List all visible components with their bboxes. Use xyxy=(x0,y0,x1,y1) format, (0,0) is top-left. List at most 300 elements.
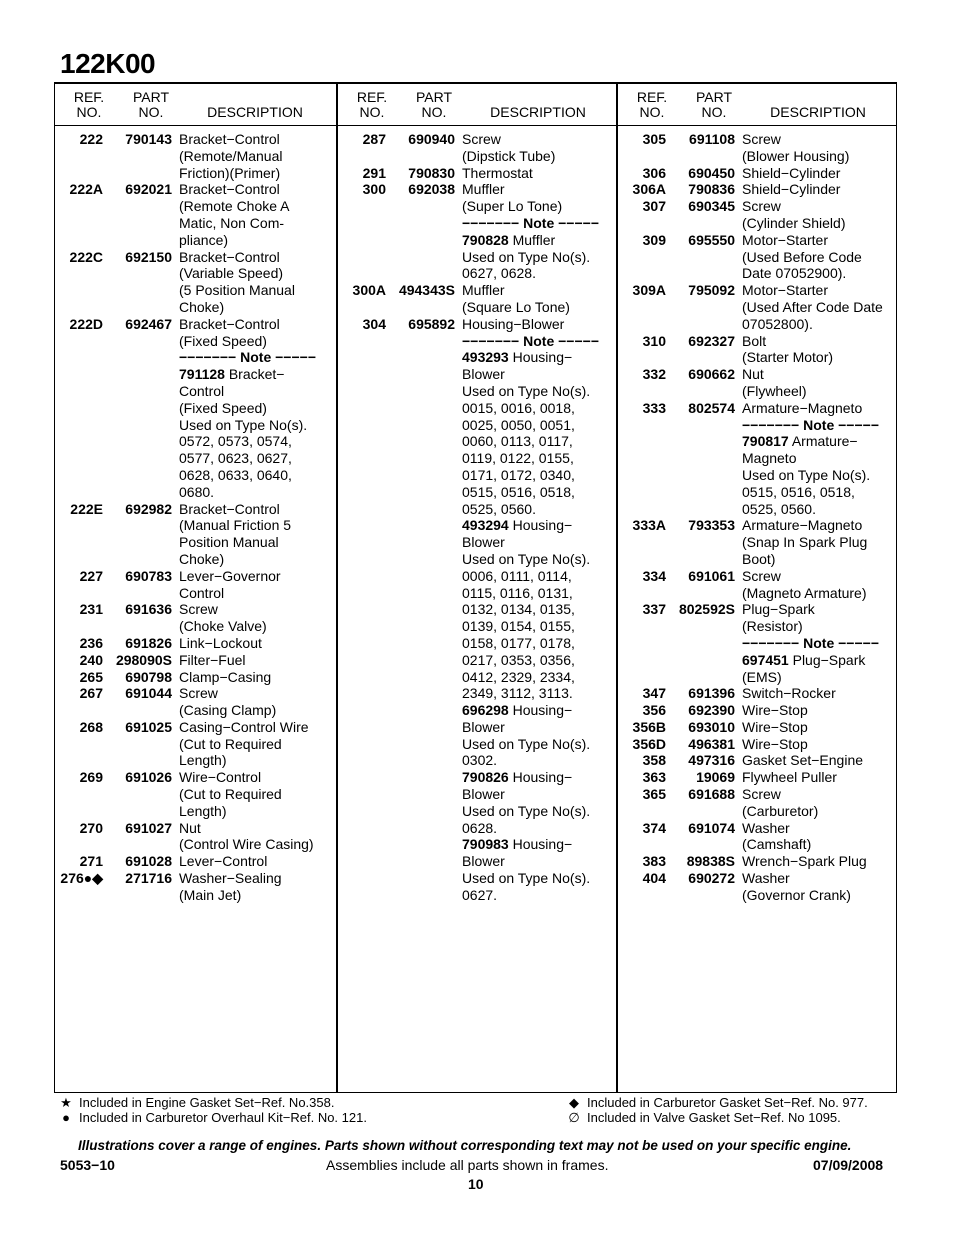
description-line: Length) xyxy=(179,752,227,769)
description-line: Motor−Starter xyxy=(742,231,828,248)
description-line: 0025, 0050, 0051, xyxy=(462,416,575,433)
description-line: 493293 Housing− xyxy=(462,349,573,366)
ref-number: 383 xyxy=(642,853,666,870)
description-line: 0572, 0573, 0574, xyxy=(179,433,292,450)
part-description xyxy=(735,820,896,854)
part-description xyxy=(172,685,336,719)
description-line: Matic, Non Com- xyxy=(179,214,285,231)
part-description xyxy=(735,870,896,904)
part-number: 690450 xyxy=(688,164,735,181)
part-number: 691027 xyxy=(125,819,172,836)
part-description xyxy=(735,769,896,786)
part-number: 692390 xyxy=(688,702,735,719)
description-line: Shield−Cylinder xyxy=(742,181,841,198)
description-line: 790817 Armature− xyxy=(742,433,858,450)
legend-item: ● Included in Carburetor Overhaul Kit−Ref. No. 121. xyxy=(58,1110,367,1125)
part-number: 19069 xyxy=(696,769,735,786)
description-line: 0525, 0560. xyxy=(742,500,816,517)
description-line: (Cut to Required xyxy=(179,786,282,803)
description-line: Thermostat xyxy=(462,164,533,181)
ref-number: 267 xyxy=(79,685,103,702)
part-number: 691061 xyxy=(688,567,735,584)
parts-column-3 xyxy=(616,84,896,1092)
part-row xyxy=(55,685,336,719)
part-row xyxy=(618,181,896,198)
description-line: Blower xyxy=(462,366,505,383)
description-line: 07052800). xyxy=(742,315,813,332)
description-line: (Super Lo Tone) xyxy=(462,198,563,215)
part-description xyxy=(172,669,336,686)
part-number: 691074 xyxy=(688,819,735,836)
part-description xyxy=(735,131,896,165)
description-line: Blower xyxy=(462,853,505,870)
page-title: 122K00 xyxy=(60,48,156,79)
part-row xyxy=(618,282,896,332)
part-number: 691025 xyxy=(125,718,172,735)
ref-number: 222D xyxy=(69,315,103,332)
description-line: Used on Type No(s). xyxy=(462,550,591,567)
ref-number: 300 xyxy=(362,181,386,198)
description-line: Housing−Blower xyxy=(462,315,565,332)
ref-number: 365 xyxy=(642,786,666,803)
part-description xyxy=(172,131,336,181)
part-number: 494343S xyxy=(398,282,455,299)
description-line: Clamp−Casing xyxy=(179,668,272,685)
part-number: 497316 xyxy=(688,752,735,769)
diamond-icon: ◆ xyxy=(569,1095,579,1110)
description-line: Lever−Control xyxy=(179,853,268,870)
part-description xyxy=(172,870,336,904)
part-row xyxy=(338,131,616,165)
legend-left xyxy=(58,1095,367,1125)
description-line: Link−Lockout xyxy=(179,634,262,651)
part-description xyxy=(735,568,896,602)
description-line: (Resistor) xyxy=(742,618,803,635)
part-number: 692150 xyxy=(125,248,172,265)
header-part: PART NO. xyxy=(695,89,733,120)
part-number: 690940 xyxy=(408,131,455,147)
part-number: 692021 xyxy=(125,181,172,198)
description-line: 791128 Bracket− xyxy=(179,366,285,383)
part-description xyxy=(455,181,616,282)
ref-number: 333A xyxy=(632,517,666,534)
description-line: −−−−−−− Note −−−−− xyxy=(742,634,879,651)
description-line: 0171, 0172, 0340, xyxy=(462,466,575,483)
ref-number: 309 xyxy=(642,231,666,248)
description-line: Wire−Stop xyxy=(742,718,808,735)
description-line: (Square Lo Tone) xyxy=(462,298,570,315)
part-number: 802592S xyxy=(678,601,735,618)
description-line: Motor−Starter xyxy=(742,282,828,299)
ref-number: 222 xyxy=(79,131,103,147)
part-description xyxy=(172,568,336,602)
part-row xyxy=(618,601,896,685)
part-row xyxy=(338,165,616,182)
description-line: Armature−Magneto xyxy=(742,517,863,534)
parts-column-2 xyxy=(336,84,616,1092)
description-line: Screw xyxy=(742,198,781,215)
part-number: 496381 xyxy=(688,735,735,752)
part-number: 692467 xyxy=(125,315,172,332)
description-line: (Dipstick Tube) xyxy=(462,147,556,164)
description-line: 0628, 0633, 0640, xyxy=(179,466,292,483)
part-description xyxy=(735,786,896,820)
description-line: 0680. xyxy=(179,483,215,500)
part-description xyxy=(172,316,336,501)
parts-list xyxy=(55,131,336,904)
description-line: Magneto xyxy=(742,450,797,467)
ref-number: 240 xyxy=(79,651,103,668)
header-part: PART NO. xyxy=(415,89,453,120)
description-line: Screw xyxy=(179,685,218,702)
description-line: Washer−Sealing xyxy=(179,870,282,887)
part-description xyxy=(735,601,896,685)
part-row xyxy=(55,820,336,854)
description-line: Gasket Set−Engine xyxy=(742,752,864,769)
ref-number: 356D xyxy=(632,735,666,752)
description-line: (Main Jet) xyxy=(179,886,242,903)
header-ref: REF. NO. xyxy=(356,89,388,120)
part-description xyxy=(735,702,896,719)
legend-item: ★ Included in Engine Gasket Set−Ref. No.358. xyxy=(58,1095,367,1110)
ref-number: 265 xyxy=(79,668,103,685)
description-line: 0060, 0113, 0117, xyxy=(462,433,573,450)
part-number: 691026 xyxy=(125,769,172,786)
description-line: Screw xyxy=(179,601,218,618)
description-line: −−−−−−− Note −−−−− xyxy=(462,214,599,231)
description-line: Filter−Fuel xyxy=(179,651,246,668)
bullet-icon: ● xyxy=(62,1110,70,1125)
ref-number: 222E xyxy=(70,500,103,517)
part-number: 690798 xyxy=(125,668,172,685)
part-description xyxy=(735,165,896,182)
part-description xyxy=(172,601,336,635)
part-number: 692327 xyxy=(688,332,735,349)
part-number: 691028 xyxy=(125,853,172,870)
description-line: Bracket−Control xyxy=(179,248,280,265)
description-line: Lever−Governor xyxy=(179,567,281,584)
part-description xyxy=(735,517,896,567)
header-part: PART NO. xyxy=(132,89,170,120)
part-number: 691636 xyxy=(125,601,172,618)
description-line: 696298 Housing− xyxy=(462,702,573,719)
legend-item: ∅ Included in Valve Gasket Set−Ref. No 1095. xyxy=(566,1110,868,1125)
ref-number: 356 xyxy=(642,702,666,719)
ref-number: 306 xyxy=(642,164,666,181)
part-row xyxy=(338,316,616,904)
description-line: 0515, 0516, 0518, xyxy=(462,483,575,500)
doc-date: 07/09/2008 xyxy=(813,1157,884,1173)
description-line: (Manual Friction 5 xyxy=(179,517,292,534)
description-line: 0628. xyxy=(462,819,498,836)
ref-number: 291 xyxy=(362,164,386,181)
header-description: DESCRIPTION xyxy=(490,104,586,120)
description-line: Used on Type No(s). xyxy=(179,416,308,433)
part-description xyxy=(455,131,616,165)
description-line: 790983 Housing− xyxy=(462,836,573,853)
header-ref: REF. NO. xyxy=(636,89,668,120)
part-row xyxy=(55,316,336,501)
part-description xyxy=(172,635,336,652)
ref-number: 332 xyxy=(642,366,666,383)
part-description xyxy=(455,282,616,316)
ref-number: 231 xyxy=(79,601,103,618)
description-line: (Magneto Armature) xyxy=(742,584,867,601)
part-row xyxy=(618,568,896,602)
ref-number: 304 xyxy=(362,315,386,332)
description-line: Used on Type No(s). xyxy=(462,870,591,887)
description-line: Blower xyxy=(462,534,505,551)
part-description xyxy=(172,853,336,870)
part-description xyxy=(735,333,896,367)
part-row xyxy=(618,702,896,719)
part-row xyxy=(618,198,896,232)
part-number: 790830 xyxy=(408,164,455,181)
part-row xyxy=(618,719,896,736)
part-number: 790836 xyxy=(688,181,735,198)
part-description xyxy=(455,316,616,904)
ref-number: 356B xyxy=(632,718,666,735)
ref-number: 227 xyxy=(79,567,103,584)
ref-number: 309A xyxy=(632,282,666,299)
description-line: (Remote/Manual xyxy=(179,147,283,164)
part-number: 271716 xyxy=(125,870,172,887)
part-row xyxy=(618,517,896,567)
description-line: 2349, 3112, 3113. xyxy=(462,685,573,702)
part-row xyxy=(55,601,336,635)
ref-number: 222A xyxy=(69,181,103,198)
part-row xyxy=(618,366,896,400)
column-header xyxy=(55,84,336,126)
description-line: Used on Type No(s). xyxy=(462,248,591,265)
description-line: Armature−Magneto xyxy=(742,399,863,416)
part-number: 695892 xyxy=(408,315,455,332)
parts-list xyxy=(618,131,896,904)
ref-number: 307 xyxy=(642,198,666,215)
part-number: 692982 xyxy=(125,500,172,517)
description-line: Plug−Spark xyxy=(742,601,815,618)
part-description xyxy=(735,853,896,870)
description-line: (Used After Code Date xyxy=(742,298,883,315)
part-description xyxy=(172,501,336,568)
legend-right xyxy=(566,1095,868,1125)
description-line: Screw xyxy=(462,131,501,147)
description-line: (Fixed Speed) xyxy=(179,332,267,349)
part-number: 690783 xyxy=(125,567,172,584)
ref-number: 363 xyxy=(642,769,666,786)
description-line: 0217, 0353, 0356, xyxy=(462,651,575,668)
header-description: DESCRIPTION xyxy=(770,104,866,120)
part-description xyxy=(172,249,336,316)
part-row xyxy=(618,752,896,769)
ref-number: 337 xyxy=(642,601,666,618)
description-line: Washer xyxy=(742,819,790,836)
description-line: (Cylinder Shield) xyxy=(742,214,846,231)
ref-number: 300A xyxy=(352,282,386,299)
part-number: 795092 xyxy=(688,282,735,299)
part-row xyxy=(55,769,336,819)
part-row xyxy=(618,165,896,182)
part-description xyxy=(735,232,896,282)
description-line: 0158, 0177, 0178, xyxy=(462,634,575,651)
part-number: 691826 xyxy=(125,634,172,651)
description-line: (Choke Valve) xyxy=(179,618,267,635)
part-number: 89838S xyxy=(686,853,735,870)
description-line: 0302. xyxy=(462,752,498,769)
part-number: 691044 xyxy=(125,685,172,702)
description-line: Washer xyxy=(742,870,790,887)
ref-number: 404 xyxy=(642,870,666,887)
part-number: 690345 xyxy=(688,198,735,215)
part-description xyxy=(735,685,896,702)
ref-number: 222C xyxy=(69,248,103,265)
description-line: Switch−Rocker xyxy=(742,685,836,702)
description-line: pliance) xyxy=(179,231,229,248)
ref-number: 374 xyxy=(642,819,666,836)
description-line: (Carburetor) xyxy=(742,802,819,819)
description-line: Muffler xyxy=(462,181,505,198)
part-row xyxy=(55,853,336,870)
description-line: Screw xyxy=(742,786,781,803)
part-row xyxy=(55,652,336,669)
description-line: 0577, 0623, 0627, xyxy=(179,450,292,467)
part-row xyxy=(618,333,896,367)
part-number: 690662 xyxy=(688,366,735,383)
part-description xyxy=(735,719,896,736)
part-row xyxy=(55,501,336,568)
part-row xyxy=(55,669,336,686)
description-line: Position Manual xyxy=(179,534,279,551)
description-line: Control xyxy=(179,584,225,601)
description-line: (5 Position Manual xyxy=(179,282,295,299)
description-line: −−−−−−− Note −−−−− xyxy=(462,332,599,349)
part-description xyxy=(735,752,896,769)
description-line: Choke) xyxy=(179,298,225,315)
part-description xyxy=(735,366,896,400)
description-line: −−−−−−− Note −−−−− xyxy=(179,349,316,366)
description-line: Screw xyxy=(742,567,781,584)
part-number: 298090S xyxy=(115,651,172,668)
description-line: 0132, 0134, 0135, xyxy=(462,601,575,618)
description-line: Control xyxy=(179,382,225,399)
part-number: 695550 xyxy=(688,231,735,248)
empty-set-icon: ∅ xyxy=(568,1110,580,1125)
part-description xyxy=(172,719,336,769)
page-number: 10 xyxy=(468,1176,484,1192)
part-row xyxy=(618,232,896,282)
description-line: (EMS) xyxy=(742,668,782,685)
description-line: Length) xyxy=(179,802,227,819)
part-number: 691396 xyxy=(688,685,735,702)
ref-number: 347 xyxy=(642,685,666,702)
part-description xyxy=(172,769,336,819)
description-line: Muffler xyxy=(462,282,505,299)
description-line: (Starter Motor) xyxy=(742,349,834,366)
part-row xyxy=(338,282,616,316)
part-row xyxy=(618,736,896,753)
description-line: Used on Type No(s). xyxy=(462,735,591,752)
description-line: 0115, 0116, 0131, xyxy=(462,584,573,601)
ref-number: 276●◆ xyxy=(60,870,103,887)
part-description xyxy=(735,400,896,518)
part-row xyxy=(338,181,616,282)
description-line: 0525, 0560. xyxy=(462,500,536,517)
ref-number: 305 xyxy=(642,131,666,147)
part-number: 693010 xyxy=(688,718,735,735)
description-line: Wrench−Spark Plug xyxy=(742,853,867,870)
description-line: 0119, 0122, 0155, xyxy=(462,450,574,467)
description-line: Date 07052900). xyxy=(742,265,847,282)
assemblies-note: Assemblies include all parts shown in frames. xyxy=(326,1157,609,1173)
part-description xyxy=(735,198,896,232)
description-line: 0627. xyxy=(462,886,498,903)
description-line: Choke) xyxy=(179,550,225,567)
ref-number: 358 xyxy=(642,752,666,769)
description-line: 0139, 0154, 0155, xyxy=(462,618,575,635)
part-row xyxy=(618,786,896,820)
description-line: Used on Type No(s). xyxy=(462,382,591,399)
applicability-notice: Illustrations cover a range of engines. Parts shown without corresponding text may not be used on your specific engine. xyxy=(78,1138,852,1153)
parts-table xyxy=(54,82,897,1093)
description-line: (Variable Speed) xyxy=(179,265,284,282)
part-row xyxy=(55,719,336,769)
part-row xyxy=(618,131,896,165)
part-description xyxy=(172,820,336,854)
column-header xyxy=(338,84,616,126)
description-line: (Fixed Speed) xyxy=(179,399,267,416)
description-line: Blower xyxy=(462,786,505,803)
description-line: Bracket−Control xyxy=(179,131,280,147)
part-number: 690272 xyxy=(688,870,735,887)
part-row xyxy=(55,249,336,316)
ref-number: 333 xyxy=(642,399,666,416)
description-line: (Cut to Required xyxy=(179,735,282,752)
part-row xyxy=(55,181,336,248)
description-line: Wire−Stop xyxy=(742,735,808,752)
part-number: 802574 xyxy=(688,399,735,416)
ref-number: 334 xyxy=(642,567,666,584)
description-line: (Control Wire Casing) xyxy=(179,836,314,853)
part-row xyxy=(55,870,336,904)
part-row xyxy=(55,635,336,652)
description-line: (Flywheel) xyxy=(742,382,807,399)
description-line: Blower xyxy=(462,718,505,735)
part-row xyxy=(55,568,336,602)
description-line: 790826 Housing− xyxy=(462,769,573,786)
description-line: Bracket−Control xyxy=(179,500,280,517)
description-line: (Remote Choke A xyxy=(179,198,290,215)
part-row xyxy=(618,820,896,854)
description-line: Bracket−Control xyxy=(179,315,280,332)
column-header xyxy=(618,84,896,126)
description-line: Nut xyxy=(742,366,764,383)
description-line: −−−−−−− Note −−−−− xyxy=(742,416,879,433)
description-line: (Governor Crank) xyxy=(742,886,851,903)
ref-number: 270 xyxy=(79,819,103,836)
description-line: Flywheel Puller xyxy=(742,769,837,786)
part-number: 691688 xyxy=(688,786,735,803)
description-line: Wire−Control xyxy=(179,769,262,786)
star-icon: ★ xyxy=(60,1095,72,1110)
description-line: (Snap In Spark Plug xyxy=(742,534,868,551)
doc-number: 5053−10 xyxy=(60,1157,115,1173)
description-line: 0006, 0111, 0114, xyxy=(462,567,572,584)
description-line: Bracket−Control xyxy=(179,181,280,198)
part-number: 793353 xyxy=(688,517,735,534)
description-line: 697451 Plug−Spark xyxy=(742,651,866,668)
part-number: 691108 xyxy=(689,131,735,147)
ref-number: 306A xyxy=(632,181,666,198)
